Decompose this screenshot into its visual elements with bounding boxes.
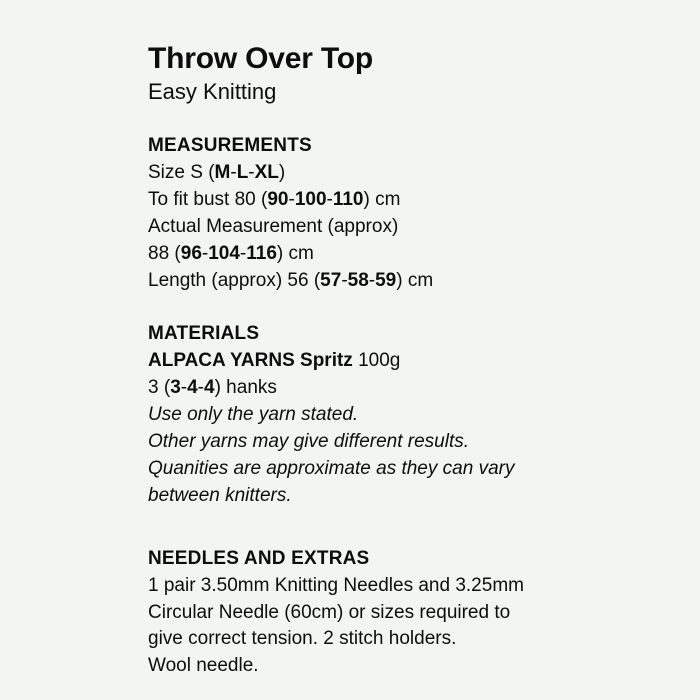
section-measurements [148, 135, 640, 295]
section-line: Wool needle. [148, 655, 259, 677]
page-title: Throw Over Top [148, 42, 373, 75]
section-line: Other yarns may give different results. [148, 430, 470, 452]
section-line: give correct tension. 2 stitch holders. [148, 628, 457, 650]
section-line: Size S (M-L-XL) [148, 161, 286, 183]
section-needles-and-extras [148, 548, 640, 681]
section-line: 3 (3-4-4) hanks [148, 376, 277, 398]
section-line: between knitters. [148, 484, 292, 506]
section-line: Use only the yarn stated. [148, 403, 359, 425]
section-line: 1 pair 3.50mm Knitting Needles and 3.25mm [148, 574, 524, 596]
section-line: Actual Measurement (approx) [148, 215, 399, 237]
section-line: ALPACA YARNS Spritz 100g [148, 349, 401, 371]
section-line: Quanities are approximate as they can vary [148, 457, 515, 479]
section-line: To fit bust 80 (90-100-110) cm [148, 188, 401, 210]
section-spacer [148, 528, 640, 548]
section-spacer [148, 313, 640, 323]
section-heading: NEEDLES AND EXTRAS [148, 547, 370, 569]
section-heading: MATERIALS [148, 322, 260, 344]
section-heading: MEASUREMENTS [148, 134, 312, 156]
page-subtitle: Easy Knitting [148, 78, 277, 104]
section-materials [148, 323, 640, 510]
section-line: Length (approx) 56 (57-58-59) cm [148, 269, 434, 291]
section-line: 88 (96-104-116) cm [148, 242, 314, 264]
section-line: Circular Needle (60cm) or sizes required to [148, 601, 511, 623]
